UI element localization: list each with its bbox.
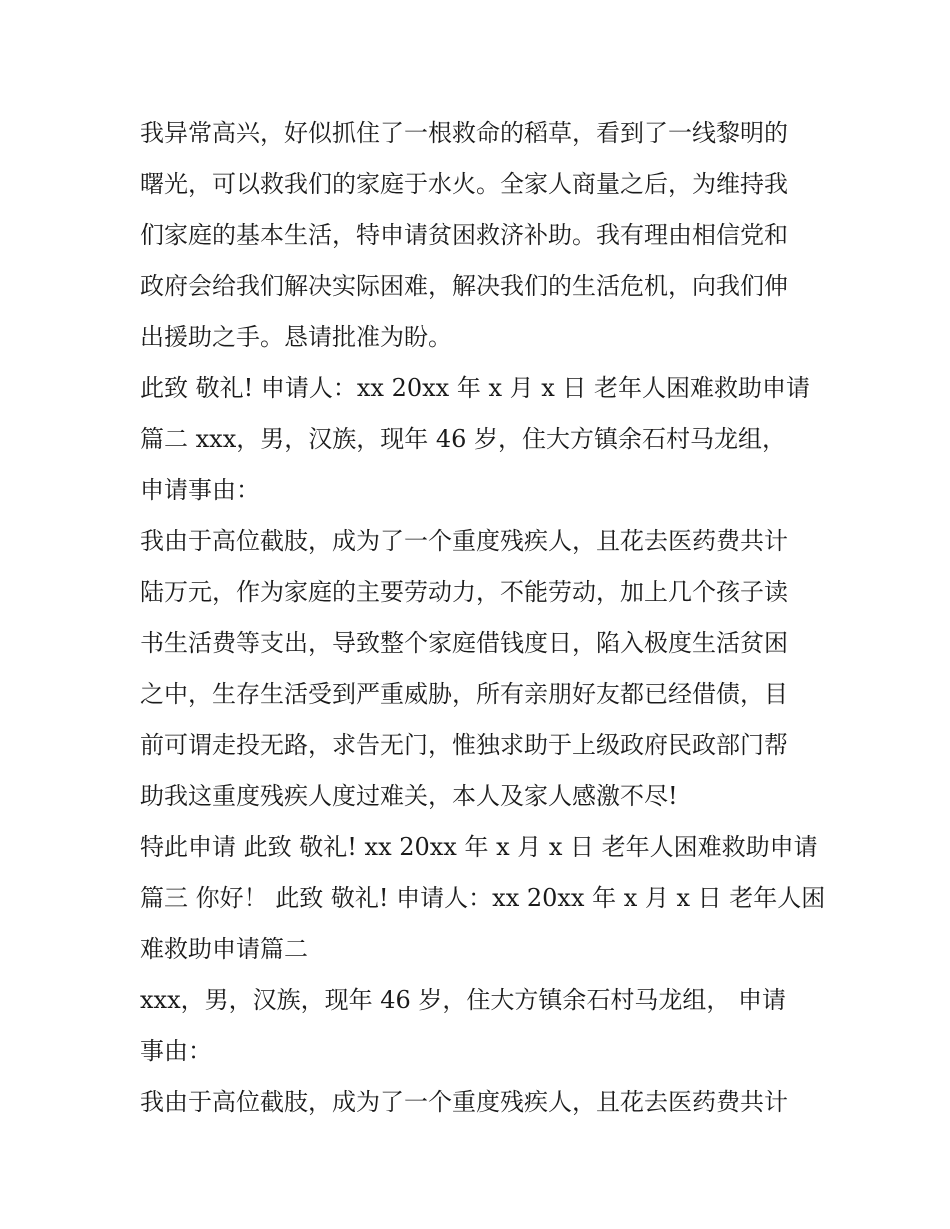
text-line: 篇二 xxx，男，汉族，现年 46 岁，住大方镇余石村马龙组， [140,425,787,453]
text-line: 难救助申请篇二 [140,935,308,963]
text-line: 事由： [140,1037,212,1065]
text-line: 特此申请 此致 敬礼! xx 20xx 年 x 月 x 日 老年人困难救助申请 [140,833,818,861]
text-line: 助我这重度残疾人度过难关，本人及家人感激不尽! [140,782,678,810]
text-line: 书生活费等支出，导致整个家庭借钱度日，陷入极度生活贫困 [140,629,788,657]
text-line: 前可谓走投无路，求告无门，惟独求助于上级政府民政部门帮 [140,731,788,759]
text-line: 陆万元，作为家庭的主要劳动力，不能劳动，加上几个孩子读 [140,578,788,606]
text-line: 之中，生存生活受到严重威胁，所有亲朋好友都已经借债，目 [140,680,788,708]
text-line: 我由于高位截肢，成为了一个重度残疾人，且花去医药费共计 [140,1088,788,1116]
text-line: 出援助之手。恳请批准为盼。 [140,323,452,351]
text-line: 政府会给我们解决实际困难，解决我们的生活危机，向我们伸 [140,272,788,300]
text-line: 们家庭的基本生活，特申请贫困救济补助。我有理由相信党和 [140,221,788,249]
text-line: 我由于高位截肢，成为了一个重度残疾人，且花去医药费共计 [140,527,788,555]
text-line: 此致 敬礼! 申请人：xx 20xx 年 x 月 x 日 老年人困难救助申请 [140,374,811,402]
text-line: 申请事由： [140,476,260,504]
text-line: xxx，男，汉族，现年 46 岁，住大方镇余石村马龙组， 申请 [140,986,787,1014]
document-body [140,108,826,1128]
text-line: 篇三 你好！ 此致 敬礼! 申请人：xx 20xx 年 x 月 x 日 老年人困 [140,884,826,912]
text-line: 曙光，可以救我们的家庭于水火。全家人商量之后，为维持我 [140,170,788,198]
text-line: 我异常高兴，好似抓住了一根救命的稻草，看到了一线黎明的 [140,119,788,147]
